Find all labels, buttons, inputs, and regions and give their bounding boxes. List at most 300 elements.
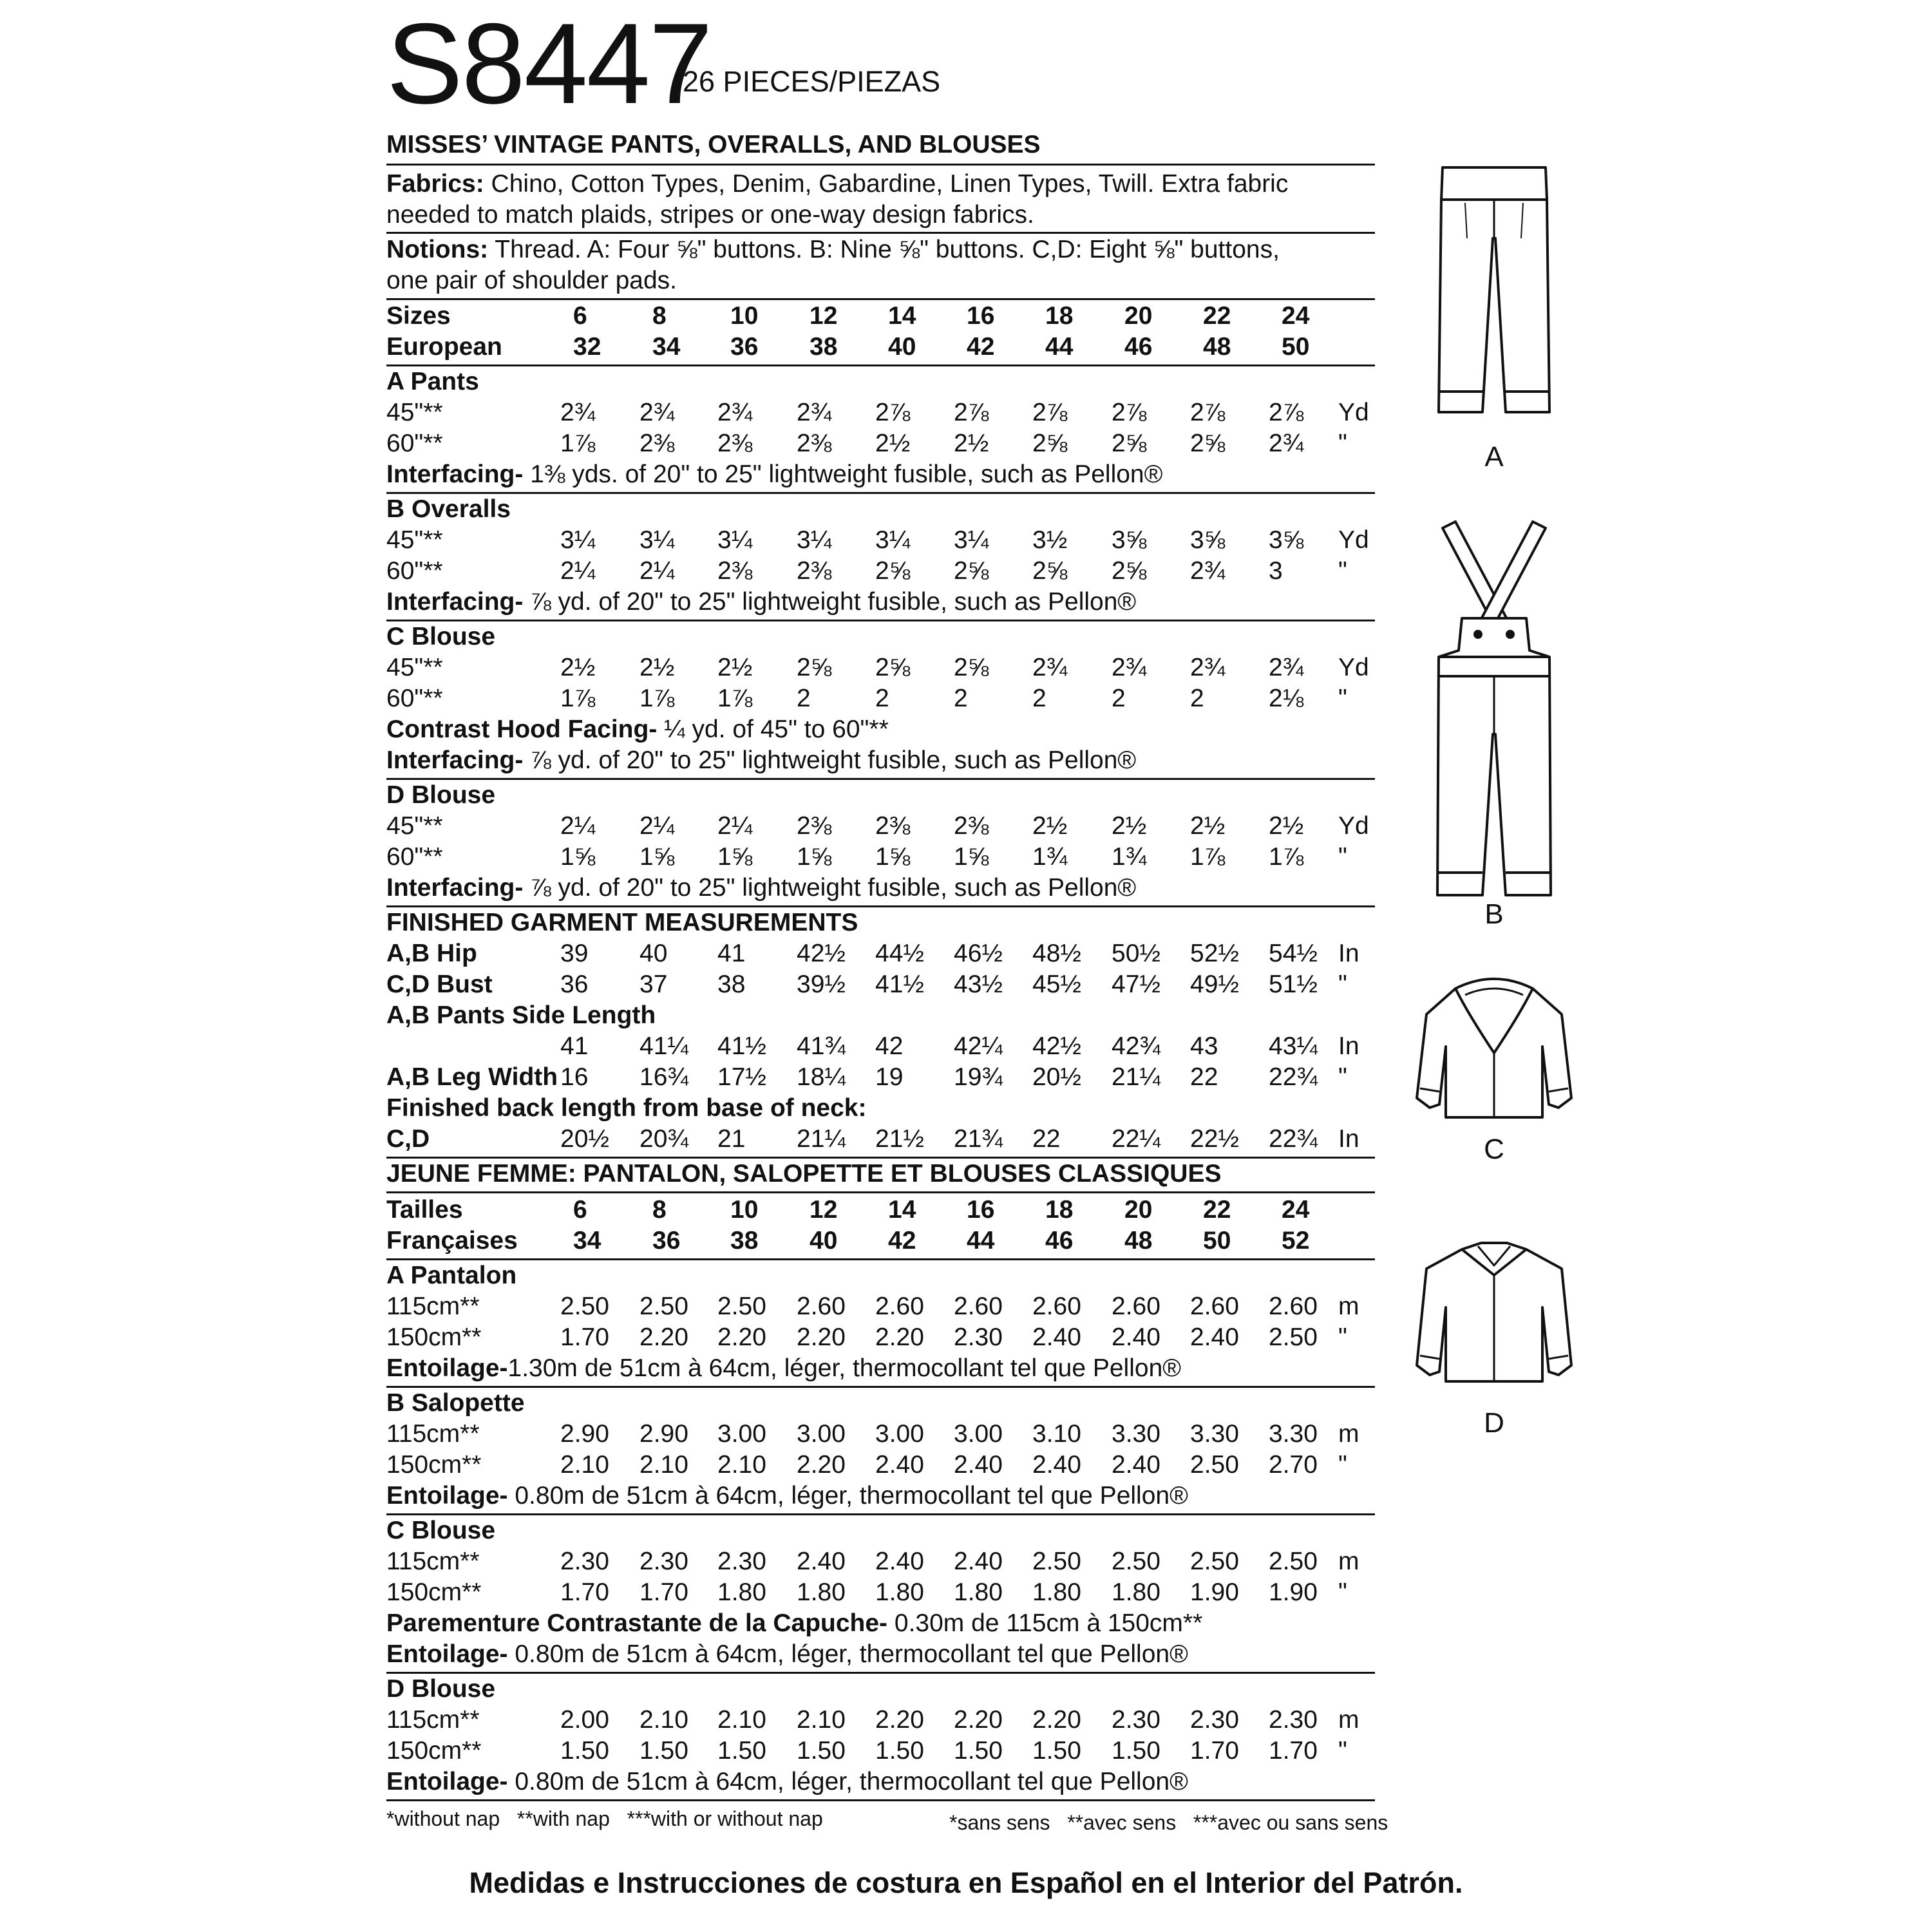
cell: 39½	[797, 971, 846, 998]
unit: In	[1338, 1032, 1359, 1060]
cell: 22¾	[1269, 1125, 1318, 1153]
row-label: 60"**	[386, 557, 443, 585]
cell: 22¼	[1112, 1125, 1160, 1153]
cell: 2.70	[1269, 1451, 1318, 1479]
cell: 2.50	[1112, 1548, 1160, 1575]
row-label: C Blouse	[386, 1517, 496, 1544]
divider	[386, 164, 1375, 166]
cell: 2⅞	[1112, 399, 1147, 426]
view-b-interfacing: Interfacing- ⅞ yd. of 20" to 25" lightweight fusible, such as Pellon®	[386, 588, 1137, 616]
cell: 2.90	[639, 1420, 688, 1448]
cell: 3.00	[717, 1420, 766, 1448]
cell: 1⅝	[639, 843, 675, 871]
row-label: C,D Bust	[386, 971, 493, 998]
view-d-label: D	[1484, 1407, 1504, 1439]
row-label: 60"**	[386, 685, 443, 712]
cell: 36	[730, 333, 759, 361]
cell: 46	[1045, 1227, 1074, 1255]
cell: 1⅝	[875, 843, 911, 871]
divider	[386, 298, 1375, 300]
row-label: Tailles	[386, 1196, 463, 1224]
cell: 2¾	[1269, 654, 1304, 681]
cell: 3.30	[1190, 1420, 1239, 1448]
cell: 2⅞	[954, 399, 989, 426]
cell: 2	[875, 685, 889, 712]
cell: 44	[1045, 333, 1074, 361]
cell: 39	[560, 940, 589, 967]
unit: "	[1338, 971, 1347, 998]
cell: 2⅜	[875, 812, 911, 840]
cell: 1.50	[954, 1737, 1003, 1765]
cell: 32	[573, 333, 601, 361]
cell: 1⅝	[717, 843, 753, 871]
row-label: A,B Pants Side Length	[386, 1001, 656, 1029]
cell: 1.90	[1269, 1578, 1318, 1606]
cell: 16	[967, 302, 995, 330]
cell: 2¾	[1269, 430, 1304, 457]
row-label: 60"**	[386, 843, 443, 871]
cell: 1.80	[954, 1578, 1003, 1606]
row-label: 150cm**	[386, 1451, 482, 1479]
row-label: 45"**	[386, 399, 443, 426]
cell: 22½	[1190, 1125, 1239, 1153]
cell: 2⅜	[797, 430, 832, 457]
cell: 2.60	[1112, 1293, 1160, 1320]
cell: 3¼	[954, 526, 989, 554]
cell: 16	[967, 1196, 995, 1224]
cell: 42¾	[1112, 1032, 1160, 1060]
view-b-overalls-drawing	[1423, 515, 1565, 914]
cell: 40	[639, 940, 668, 967]
divider	[386, 492, 1375, 494]
cell: 2.60	[1032, 1293, 1081, 1320]
cell: 1⅝	[954, 843, 989, 871]
cell: 18	[1045, 302, 1074, 330]
cell: 41¼	[639, 1032, 688, 1060]
cell: 2⅝	[1112, 557, 1147, 585]
cell: 6	[573, 302, 587, 330]
spanish-note: Medidas e Instrucciones de costura en Español en el Interior del Patrón.	[469, 1866, 1463, 1899]
cell: 2.20	[875, 1706, 924, 1734]
cell: 2¾	[717, 399, 753, 426]
cell: 42	[888, 1227, 916, 1255]
cell: 20½	[560, 1125, 609, 1153]
cell: 3	[1269, 557, 1283, 585]
unit: "	[1338, 843, 1347, 871]
view-a-label: A	[1484, 441, 1504, 473]
cell: 41½	[875, 971, 924, 998]
cell: 1.50	[1112, 1737, 1160, 1765]
cell: 3.30	[1269, 1420, 1318, 1448]
view-b-label: B	[1484, 898, 1504, 930]
cell: 3¼	[717, 526, 753, 554]
cell: 1.50	[797, 1737, 846, 1765]
cell: 2.50	[1190, 1451, 1239, 1479]
cell: 20¾	[639, 1125, 688, 1153]
cell: 2¾	[1112, 654, 1147, 681]
cell: 42	[967, 333, 995, 361]
cell: 2⅝	[1112, 430, 1147, 457]
cell: 2¼	[717, 812, 753, 840]
footnote-english: *without nap **with nap ***with or without nap	[386, 1807, 823, 1830]
fr-view-a-entoilage: Entoilage-1.30m de 51cm à 64cm, léger, thermocollant tel que Pellon®	[386, 1354, 1181, 1382]
cell: 42½	[797, 940, 846, 967]
unit: m	[1338, 1706, 1359, 1734]
cell: 2.20	[797, 1323, 846, 1351]
cell: 1.70	[1190, 1737, 1239, 1765]
divider	[386, 365, 1375, 366]
divider	[386, 620, 1375, 621]
cell: 2¾	[1190, 557, 1226, 585]
unit: "	[1338, 1323, 1347, 1351]
cell: 3.00	[954, 1420, 1003, 1448]
divider	[386, 1799, 1375, 1801]
cell: 1⅞	[717, 685, 753, 712]
cell: 8	[652, 302, 667, 330]
unit: In	[1338, 940, 1359, 967]
cell: 22	[1203, 302, 1231, 330]
cell: 1.50	[1032, 1737, 1081, 1765]
cell: 1.70	[639, 1578, 688, 1606]
cell: 44	[967, 1227, 995, 1255]
cell: 1⅝	[560, 843, 596, 871]
cell: 38	[810, 333, 838, 361]
cell: 8	[652, 1196, 667, 1224]
view-d-interfacing: Interfacing- ⅞ yd. of 20" to 25" lightweight fusible, such as Pellon®	[386, 874, 1137, 902]
cell: 2½	[1032, 812, 1068, 840]
divider	[386, 232, 1375, 234]
cell: 54½	[1269, 940, 1318, 967]
cell: 18¼	[797, 1063, 846, 1091]
cell: 50	[1203, 1227, 1231, 1255]
cell: 1⅞	[639, 685, 675, 712]
view-c-blouse-drawing	[1410, 969, 1578, 1130]
cell: 6	[573, 1196, 587, 1224]
cell: 2.20	[1032, 1706, 1081, 1734]
cell: 2½	[954, 430, 989, 457]
divider	[386, 905, 1375, 907]
row-label: European	[386, 333, 502, 361]
cell: 2.30	[954, 1323, 1003, 1351]
cell: 1.80	[875, 1578, 924, 1606]
cell: 24	[1282, 1196, 1310, 1224]
cell: 40	[888, 333, 916, 361]
cell: 2⅝	[875, 557, 911, 585]
cell: 3¼	[560, 526, 596, 554]
unit: Yd	[1338, 399, 1369, 426]
cell: 46	[1124, 333, 1153, 361]
unit: Yd	[1338, 654, 1369, 681]
cell: 2.50	[560, 1293, 609, 1320]
pattern-number: S8447	[386, 0, 712, 128]
cell: 20	[1124, 1196, 1153, 1224]
cell: 2¾	[639, 399, 675, 426]
divider	[386, 1157, 1375, 1159]
unit: "	[1338, 1063, 1347, 1091]
divider	[386, 1191, 1375, 1193]
cell: 37	[639, 971, 668, 998]
cell: 52½	[1190, 940, 1239, 967]
unit: m	[1338, 1293, 1359, 1320]
cell: 22	[1032, 1125, 1061, 1153]
row-label: JEUNE FEMME: PANTALON, SALOPETTE ET BLOUSES CLASSIQUES	[386, 1160, 1222, 1188]
cell: 21¼	[797, 1125, 846, 1153]
view-d-blouse-drawing	[1410, 1236, 1578, 1391]
row-label: 115cm**	[386, 1706, 480, 1734]
cell: 1⅞	[560, 685, 596, 712]
cell: 2.30	[639, 1548, 688, 1575]
divider	[386, 1513, 1375, 1515]
cell: 3½	[1032, 526, 1068, 554]
cell: 50	[1282, 333, 1310, 361]
cell: 1.70	[560, 1578, 609, 1606]
cell: 22	[1190, 1063, 1218, 1091]
cell: 2.50	[1190, 1548, 1239, 1575]
unit: "	[1338, 685, 1347, 712]
cell: 2.40	[1112, 1323, 1160, 1351]
cell: 2¼	[639, 812, 675, 840]
unit: "	[1338, 557, 1347, 585]
divider	[386, 778, 1375, 780]
cell: 2½	[1269, 812, 1304, 840]
cell: 2.20	[875, 1323, 924, 1351]
cell: 1⅞	[560, 430, 596, 457]
cell: 2.50	[639, 1293, 688, 1320]
cell: 2¼	[560, 557, 596, 585]
cell: 2.20	[717, 1323, 766, 1351]
cell: 2	[797, 685, 811, 712]
cell: 2	[1112, 685, 1126, 712]
cell: 41½	[717, 1032, 766, 1060]
row-label: 45"**	[386, 526, 443, 554]
unit: "	[1338, 1737, 1347, 1765]
cell: 20½	[1032, 1063, 1081, 1091]
cell: 2	[1190, 685, 1204, 712]
row-label: A,B Leg Width	[386, 1063, 558, 1091]
cell: 1.50	[717, 1737, 766, 1765]
cell: 22¾	[1269, 1063, 1318, 1091]
cell: 2.10	[639, 1451, 688, 1479]
cell: 2⅝	[875, 654, 911, 681]
cell: 36	[560, 971, 589, 998]
row-label: 150cm**	[386, 1737, 482, 1765]
cell: 40	[810, 1227, 838, 1255]
cell: 2⅝	[1032, 557, 1068, 585]
view-a-interfacing: Interfacing- 1⅜ yds. of 20" to 25" lightweight fusible, such as Pellon®	[386, 460, 1163, 488]
row-label: 45"**	[386, 812, 443, 840]
cell: 2⅞	[1032, 399, 1068, 426]
cell: 2.10	[639, 1706, 688, 1734]
cell: 1⅞	[1269, 843, 1304, 871]
cell: 2.10	[560, 1451, 609, 1479]
cell: 21¼	[1112, 1063, 1160, 1091]
divider	[386, 1258, 1375, 1260]
cell: 10	[730, 302, 759, 330]
cell: 50½	[1112, 940, 1160, 967]
cell: 3⅝	[1190, 526, 1226, 554]
cell: 2.30	[560, 1548, 609, 1575]
cell: 2⅝	[1032, 430, 1068, 457]
cell: 2.50	[1269, 1323, 1318, 1351]
unit: "	[1338, 1451, 1347, 1479]
cell: 47½	[1112, 971, 1160, 998]
cell: 45½	[1032, 971, 1081, 998]
cell: 2.30	[717, 1548, 766, 1575]
unit: "	[1338, 1578, 1347, 1606]
row-label: A Pants	[386, 368, 479, 395]
fr-view-c-entoilage: Entoilage- 0.80m de 51cm à 64cm, léger, thermocollant tel que Pellon®	[386, 1640, 1188, 1668]
row-label: D Blouse	[386, 781, 496, 809]
cell: 2.50	[1032, 1548, 1081, 1575]
cell: 2.30	[1112, 1706, 1160, 1734]
view-c-interfacing: Interfacing- ⅞ yd. of 20" to 25" lightweight fusible, such as Pellon®	[386, 746, 1137, 774]
cell: 3⅝	[1269, 526, 1304, 554]
cell: 2.50	[717, 1293, 766, 1320]
cell: 48	[1124, 1227, 1153, 1255]
cell: 2.10	[797, 1706, 846, 1734]
row-label: A,B Hip	[386, 940, 477, 967]
cell: 42½	[1032, 1032, 1081, 1060]
row-label: 115cm**	[386, 1548, 480, 1575]
cell: 24	[1282, 302, 1310, 330]
cell: 1.50	[639, 1737, 688, 1765]
cell: 21¾	[954, 1125, 1003, 1153]
cell: 41	[717, 940, 746, 967]
cell: 3⅝	[1112, 526, 1147, 554]
cell: 1.70	[1269, 1737, 1318, 1765]
cell: 2⅝	[954, 557, 989, 585]
cell: 1.80	[1112, 1578, 1160, 1606]
row-label: B Overalls	[386, 495, 511, 523]
cell: 2.60	[797, 1293, 846, 1320]
unit: "	[1338, 430, 1347, 457]
cell: 18	[1045, 1196, 1074, 1224]
cell: 14	[888, 1196, 916, 1224]
cell: 2.10	[717, 1706, 766, 1734]
cell: 2.40	[954, 1451, 1003, 1479]
cell: 2.30	[1190, 1706, 1239, 1734]
cell: 10	[730, 1196, 759, 1224]
cell: 42	[875, 1032, 904, 1060]
cell: 2⅜	[717, 430, 753, 457]
footnote-french: *sans sens **avec sens ***avec ou sans sens	[949, 1811, 1388, 1834]
cell: 2⅜	[639, 430, 675, 457]
cell: 52	[1282, 1227, 1310, 1255]
cell: 2¼	[560, 812, 596, 840]
cell: 21½	[875, 1125, 924, 1153]
cell: 2.40	[1112, 1451, 1160, 1479]
cell: 2.40	[875, 1451, 924, 1479]
notions-text: Notions: Thread. A: Four ⅝" buttons. B: Nine ⅝" buttons. C,D: Eight ⅝" buttons, one pair of shoulder pads.	[386, 236, 1280, 294]
row-label: Sizes	[386, 302, 451, 330]
cell: 3.30	[1112, 1420, 1160, 1448]
cell: 34	[652, 333, 681, 361]
cell: 2⅜	[954, 812, 989, 840]
cell: 2⅝	[954, 654, 989, 681]
fr-view-b-entoilage: Entoilage- 0.80m de 51cm à 64cm, léger, thermocollant tel que Pellon®	[386, 1482, 1188, 1510]
view-a-pants-drawing	[1430, 161, 1558, 431]
cell: 2.20	[797, 1451, 846, 1479]
cell: 2½	[639, 654, 675, 681]
row-label: C Blouse	[386, 623, 496, 650]
row-label: B Salopette	[386, 1389, 525, 1417]
cell: 19	[875, 1063, 904, 1091]
cell: 2.60	[1269, 1293, 1318, 1320]
cell: 2.90	[560, 1420, 609, 1448]
cell: 12	[810, 1196, 838, 1224]
cell: 22	[1203, 1196, 1231, 1224]
cell: 1.70	[560, 1323, 609, 1351]
cell: 2.20	[639, 1323, 688, 1351]
cell: 2¼	[639, 557, 675, 585]
cell: 2.00	[560, 1706, 609, 1734]
cell: 38	[730, 1227, 759, 1255]
cell: 2.40	[954, 1548, 1003, 1575]
cell: 46½	[954, 940, 1003, 967]
cell: 1.80	[1032, 1578, 1081, 1606]
divider	[386, 1386, 1375, 1388]
cell: 38	[717, 971, 746, 998]
cell: 2.40	[797, 1548, 846, 1575]
cell: 2.60	[1190, 1293, 1239, 1320]
row-label: C,D	[386, 1125, 430, 1153]
cell: 48½	[1032, 940, 1081, 967]
cell: 2.40	[875, 1548, 924, 1575]
unit: m	[1338, 1548, 1359, 1575]
cell: 21	[717, 1125, 746, 1153]
cell: 1.90	[1190, 1578, 1239, 1606]
fabrics-text: Fabrics: Chino, Cotton Types, Denim, Gabardine, Linen Types, Twill. Extra fabric needed to match plaids, stripes or one-way design fabrics.	[386, 170, 1289, 229]
cell: 41	[560, 1032, 589, 1060]
cell: 1.80	[797, 1578, 846, 1606]
cell: 2⅛	[1269, 685, 1304, 712]
cell: 1⅞	[1190, 843, 1226, 871]
cell: 2⅜	[797, 557, 832, 585]
cell: 48	[1203, 333, 1231, 361]
cell: 42¼	[954, 1032, 1003, 1060]
row-label: Françaises	[386, 1227, 518, 1255]
cell: 12	[810, 302, 838, 330]
unit: m	[1338, 1420, 1359, 1448]
cell: 1¾	[1032, 843, 1068, 871]
cell: 2⅝	[797, 654, 832, 681]
row-label: D Blouse	[386, 1675, 496, 1703]
cell: 1.80	[717, 1578, 766, 1606]
row-label: 45"**	[386, 654, 443, 681]
cell: 2.60	[875, 1293, 924, 1320]
cell: 1.50	[875, 1737, 924, 1765]
cell: 16¾	[639, 1063, 688, 1091]
cell: 43½	[954, 971, 1003, 998]
unit: Yd	[1338, 526, 1369, 554]
cell: 2.10	[717, 1451, 766, 1479]
cell: 2½	[1190, 812, 1226, 840]
row-label: 150cm**	[386, 1323, 482, 1351]
cell: 1¾	[1112, 843, 1147, 871]
row-label: 150cm**	[386, 1578, 482, 1606]
cell: 3¼	[797, 526, 832, 554]
cell: 34	[573, 1227, 601, 1255]
cell: 3.00	[875, 1420, 924, 1448]
cell: 2⅞	[875, 399, 911, 426]
cell: 2.50	[1269, 1548, 1318, 1575]
cell: 1⅝	[797, 843, 832, 871]
view-c-label: C	[1484, 1133, 1504, 1165]
unit: In	[1338, 1125, 1359, 1153]
unit: Yd	[1338, 812, 1369, 840]
cell: 19¾	[954, 1063, 1003, 1091]
cell: 2	[954, 685, 968, 712]
